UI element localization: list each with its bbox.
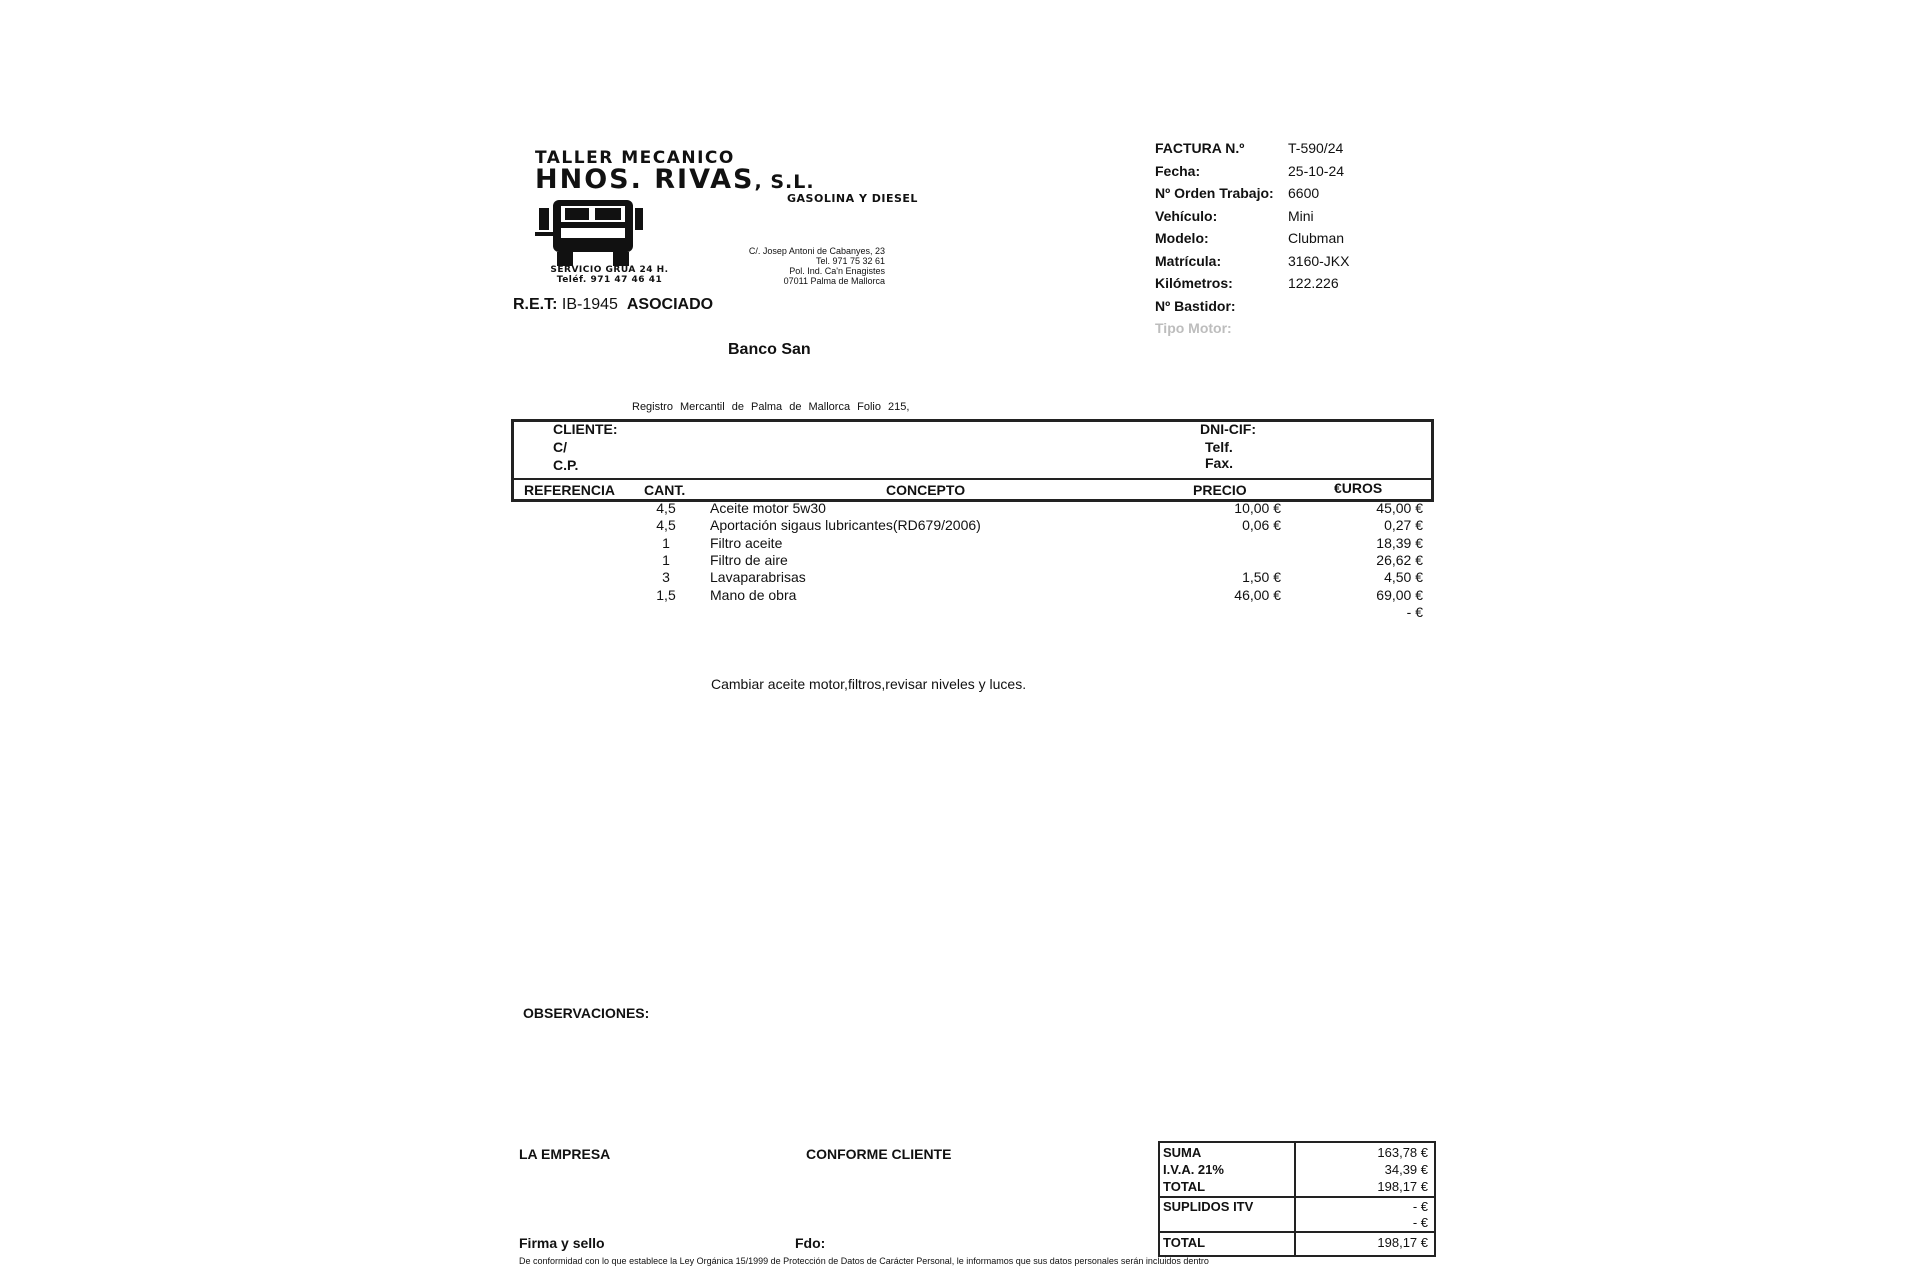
work-order-label: Nº Orden Trabajo: bbox=[1155, 185, 1274, 201]
invoice-number-value: T-590/24 bbox=[1288, 140, 1344, 156]
item-6-precio: 46,00 € bbox=[1234, 587, 1281, 603]
col-euros: €UROS bbox=[1334, 480, 1383, 496]
client-conformity-label: CONFORME CLIENTE bbox=[806, 1146, 952, 1162]
invoice-number-label: FACTURA N.º bbox=[1155, 140, 1245, 156]
itv-label: SUPLIDOS ITV bbox=[1163, 1199, 1254, 1214]
date-value: 25-10-24 bbox=[1288, 163, 1345, 179]
plate-label: Matrícula: bbox=[1155, 253, 1222, 269]
company-signature-label: LA EMPRESA bbox=[519, 1146, 611, 1162]
item-2-precio: 0,06 € bbox=[1242, 517, 1281, 533]
final-total-value: 198,17 € bbox=[1377, 1235, 1428, 1250]
col-referencia: REFERENCIA bbox=[524, 482, 616, 498]
ret-value: IB-1945 bbox=[561, 296, 618, 313]
vehicle-label: Vehículo: bbox=[1155, 208, 1218, 224]
company-name bbox=[535, 164, 815, 195]
address-line4: 07011 Palma de Mallorca bbox=[783, 276, 885, 286]
totals-divider bbox=[1294, 1143, 1296, 1255]
itv-value-2: - € bbox=[1412, 1215, 1428, 1230]
vat-value: 34,39 € bbox=[1384, 1162, 1428, 1177]
item-2-cant: 4,5 bbox=[656, 517, 676, 533]
plate-value: 3160-JKX bbox=[1288, 253, 1350, 269]
item-2-euros: 0,27 € bbox=[1384, 517, 1423, 533]
item-1-precio: 10,00 € bbox=[1234, 500, 1281, 516]
item-5-cant: 3 bbox=[662, 569, 670, 585]
col-precio: PRECIO bbox=[1193, 482, 1247, 498]
client-label: CLIENTE: bbox=[553, 421, 618, 437]
address-line1: C/. Josep Antoni de Cabanyes, 23 bbox=[748, 246, 885, 256]
model-label: Modelo: bbox=[1155, 230, 1209, 246]
vehicle-value: Mini bbox=[1288, 208, 1314, 224]
client-box bbox=[511, 419, 1434, 480]
itv-value-1: - € bbox=[1412, 1199, 1428, 1214]
item-4-cant: 1 bbox=[662, 552, 670, 568]
item-7-euros: - € bbox=[1406, 604, 1423, 620]
final-total-separator bbox=[1160, 1231, 1434, 1233]
final-total-label: TOTAL bbox=[1163, 1235, 1206, 1250]
postal-code-label: C.P. bbox=[553, 457, 579, 473]
item-1-cant: 4,5 bbox=[656, 500, 676, 516]
phone-label: Telf. bbox=[1205, 439, 1233, 455]
address-line2: Tel. 971 75 32 61 bbox=[815, 256, 885, 266]
sum-value: 163,78 € bbox=[1377, 1145, 1428, 1160]
chassis-label: Nº Bastidor: bbox=[1155, 298, 1236, 314]
company-title: TALLER MECANICO bbox=[535, 148, 735, 168]
work-order-value: 6600 bbox=[1288, 185, 1320, 201]
totals-separator bbox=[1160, 1196, 1434, 1198]
observations-label: OBSERVACIONES: bbox=[523, 1005, 650, 1021]
vat-label: I.V.A. 21% bbox=[1163, 1162, 1224, 1177]
company-suffix: , S.L. bbox=[754, 171, 815, 193]
address-line3: Pol. Ind. Ca'n Enagistes bbox=[789, 266, 885, 276]
date-label: Fecha: bbox=[1155, 163, 1201, 179]
item-6-concepto: Mano de obra bbox=[710, 587, 797, 603]
item-5-precio: 1,50 € bbox=[1242, 569, 1281, 585]
item-3-concepto: Filtro aceite bbox=[710, 535, 783, 551]
associated-label: ASOCIADO bbox=[626, 296, 714, 313]
item-2-concepto: Aportación sigaus lubricantes(RD679/2006) bbox=[710, 517, 981, 533]
engine-type-label: Tipo Motor: bbox=[1155, 320, 1232, 336]
item-3-euros: 18,39 € bbox=[1376, 535, 1423, 551]
tow-truck-logo-icon bbox=[535, 196, 647, 268]
totals-box bbox=[1158, 1141, 1436, 1257]
company-subtitle: GASOLINA Y DIESEL bbox=[787, 192, 918, 205]
tow-service-line1: SERVICIO GRUA 24 H. bbox=[550, 265, 669, 275]
street-label: C/ bbox=[553, 439, 567, 455]
item-3-cant: 1 bbox=[662, 535, 670, 551]
ret-registration bbox=[513, 296, 713, 314]
total-value: 198,17 € bbox=[1377, 1179, 1428, 1194]
bank-name: Banco San bbox=[728, 341, 811, 358]
sum-label: SUMA bbox=[1163, 1145, 1202, 1160]
item-4-euros: 26,62 € bbox=[1376, 552, 1423, 568]
dni-label: DNI-CIF: bbox=[1200, 421, 1256, 437]
work-note: Cambiar aceite motor,filtros,revisar niveles y luces. bbox=[711, 676, 1027, 692]
item-4-concepto: Filtro de aire bbox=[710, 552, 788, 568]
company-name-text: HNOS. RIVAS bbox=[535, 164, 755, 195]
total-label: TOTAL bbox=[1163, 1179, 1206, 1194]
registry-info: Registro Mercantil de Palma de Mallorca Folio 215, bbox=[632, 401, 910, 413]
tow-service-line2: Teléf. 971 47 46 41 bbox=[556, 275, 663, 285]
signed-by-label: Fdo: bbox=[795, 1235, 826, 1251]
company-address bbox=[700, 246, 885, 286]
col-cant: CANT. bbox=[644, 482, 686, 498]
item-1-euros: 45,00 € bbox=[1376, 500, 1423, 516]
item-5-euros: 4,50 € bbox=[1384, 569, 1423, 585]
legal-notice: De conformidad con lo que establece la Ley Orgánica 15/1999 de Protección de Datos de Carácter Personal, le informamos que sus datos personales serán incluidos dentro bbox=[519, 1256, 1209, 1266]
item-6-euros: 69,00 € bbox=[1376, 587, 1423, 603]
ret-label: R.E.T: bbox=[513, 296, 558, 313]
km-label: Kilómetros: bbox=[1155, 275, 1233, 291]
model-value: Clubman bbox=[1288, 230, 1345, 246]
tow-service bbox=[537, 265, 682, 285]
km-value: 122.226 bbox=[1288, 275, 1339, 291]
col-concepto: CONCEPTO bbox=[886, 482, 966, 498]
item-5-concepto: Lavaparabrisas bbox=[710, 569, 806, 585]
item-6-cant: 1,5 bbox=[656, 587, 676, 603]
fax-label: Fax. bbox=[1205, 455, 1234, 471]
item-1-concepto: Aceite motor 5w30 bbox=[710, 500, 826, 516]
signature-stamp-label: Firma y sello bbox=[519, 1235, 605, 1251]
